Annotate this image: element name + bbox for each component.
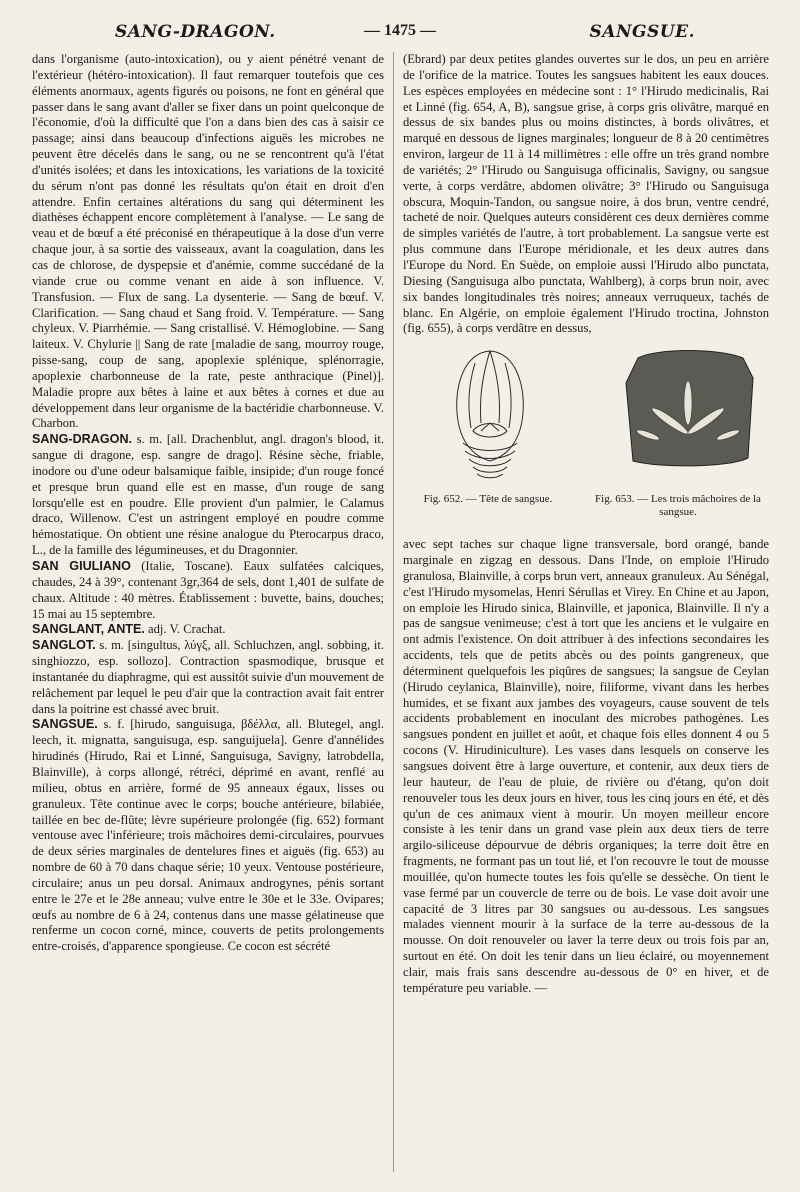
- headword: SANGSUE.: [32, 717, 98, 732]
- column-divider: [393, 52, 394, 1172]
- definition: s. m. [all. Drachenblut, angl. dragon's blood, it. sangue di dragone, esp. sangre de drago]. Résine sèche, friable, inodore ou d'une odeur balsamique faible, insipide; d'un rouge foncé et presque brun quand elle est en masse, d'un rouge de sang lorsqu'elle est en poudre. Elle provient d'un palmier, le Calamus draco, Willenow. C'est un astringent employé en poudre comme hémostatique. On obtient une résine analogue du Pterocarpus draco, L., de la famille des légumineuses, et du Dragonnier.: [32, 432, 384, 558]
- headword: SAN GIULIANO: [32, 559, 131, 573]
- leech-jaws-illustration: [618, 343, 758, 473]
- left-column: [32, 52, 384, 955]
- entry-sanglant: [32, 622, 384, 638]
- headword: SANGLOT.: [32, 638, 96, 653]
- entry-sangsue-continuation-2: avec sept taches sur chaque ligne transversale, bord orangé, bande marginale en zigzag en dessous. Dans l'Inde, on emploie l'Hirudo granulosa, Blainville, à corps brun vert, anneaux granuleux. Au Sénégal, c'est l'Hirudo mysomelas, Henri Sérullas et Virey. En Chine et au Japon, on emploie les Hirudo sinica, Blainville, et japonica, Blainville. Il n'y a pas de sangsue venimeuse; c'est à tort que les anciens et le vulgaire en ont admis l'existence. On doit attribuer à des infections secondaires les accidents, tels que de petits abcès ou des points gangreneux, que déterminent quelquefois les piqûres de sangsues; la sangsue de Ceylan (Hirudo ceylanica, Blainville), noire, filiforme, vivant dans les herbes humides, et se fixant aux jambes des voyageurs, cause souvent de tels accidents probablement en inoculant des microbes pathogènes. Les sangsues pondent en juillet et août, et chaque fois elles donnent 4 ou 5 cocons (V. Hirudiniculture). Les vases dans lesquels on conserve les sangsues doivent être à large ouverture, et contenir, aux deux tiers de leur hauteur, de l'eau de pluie, de rivière ou d'étang, qu'on doit renouveler tous les deux jours en hiver, tous les cinq jours en été, et dès qu'un de ces animaux vient à mourir. Un moyen meilleur encore consiste à les tenir dans un grand vase plein aux deux tiers de terre argilo-siliceuse dépourvue de débris organiques; la terre doit être en fragments, ne formant pas un tout lié, et l'on recouvre le tout de mousse mouillée, qu'on humecte toutes les fois qu'elle se dessèche. On tient le vase fermé par un couvercle de terre ou de bois. Le vase doit avoir une capacité de 3 litres par 30 sangsues ou au-dessous. Les sangsues malades viennent mourir à la surface de la terre au-dessous de la mousse. On doit renouveler ou laver la terre deux ou trois fois par an, surtout en été. On doit les tenir dans un lieu éclairé, ou moyennement clair, mais frais sans descendre au-dessous de 0° en hiver, et de température peu variable. —: [403, 537, 769, 995]
- definition: (Italie, Toscane). Eaux sulfatées calciques, chaudes, 24 à 39°, contenant 3gr,364 de sels, dont 1,401 de sulfate de chaux. Altitude : 40 mètres. Établissement : buvette, bains, douches; 15 mai au 15 septembre.: [32, 559, 385, 621]
- headword: SANGLANT, ANTE.: [32, 622, 145, 637]
- running-head-left: SANG-DRAGON.: [115, 22, 276, 42]
- leech-head-illustration: [435, 343, 545, 488]
- headword: SANG-DRAGON.: [32, 432, 133, 447]
- page-header: [30, 18, 770, 48]
- right-column: [403, 52, 769, 997]
- entry-sangsue: [32, 717, 384, 955]
- entry-sangsue-continuation: (Ebrard) par deux petites glandes ouvertes sur le dos, un peu en arrière de l'orifice de la matrice. Toutes les sangsues habitent les eaux douces. Les espèces employées en médecine sont : 1° l'Hirudo medicinalis, Rai et Linné (fig. 654, A, B), sangsue grise, à corps gris olivâtre, marqué en dessus de six bandes plus ou moins distinctes, à bords olivâtres, et marqué en dessous de lignes marginales; longueur de 8 à 20 centimètres environ, largeur de 11 à 14 millimètres : elle offre un très grand nombre de variétés; 2° l'Hirudo ou Sanguisuga officinalis, Savigny, ou sangsue verte, à corps verdâtre, abdomen olivâtre; 3° l'Hirudo ou Sanguisuga obscura, Moquin-Tandon, ou sangsue noire, à dos brun, ventre cendré, tacheté de noir. Quelques auteurs considèrent ces deux dernières comme de simples variétés de l'autre, à tort probablement. La sangsue verte est plus commune dans l'Europe méridionale, et les deux autres dans l'Europe du Nord. En Suède, on emploie aussi l'Hirudo albo punctata, Diesing (Sanguisuga albo punctata, Wahlberg), à corps brun noir, avec six bandes longitudinales très noires; anneaux verruqueux, tachés de blanc. En Algérie, on emploie également l'Hirudo troctina, Johnston (fig. 655), à corps verdâtre en dessus,: [403, 52, 769, 336]
- definition: s. m. [singultus, λύγξ, all. Schluchzen, angl. sobbing, it. singhiozzo, esp. sollozo]. Contraction spasmodique, brusque et instantanée du diaphragme, qui est aussitôt suivie d'un mouvement de relâchement par lequel le peu d'air que la contraction avait fait entrer dans la poitrine est chassé avec bruit.: [32, 638, 384, 716]
- entry-san-giuliano: [32, 559, 384, 622]
- figure-653-caption: Fig. 653. — Les trois mâchoires de la sangsue.: [595, 493, 761, 519]
- entry-sang-continuation: dans l'organisme (auto-intoxication), ou y aient pénétré venant de l'extérieur (hétéro-intoxication). Il faut remarquer toutefois que ces éléments anormaux, agents figurés ou poisons, ne font en général que passer dans le sang avant d'aller se fixer dans un point quelconque de l'économie, d'où la difficulté que l'on a dans bien des cas à saisir ce passage; ainsi dans beaucoup d'infections aiguës les microbes ne peuvent être décelés dans le sang, ou ne se rencontrent qu'à l'état d'unités isolées; et dans les intoxications, les variations de la toxicité du sérum n'ont pas donné les résultats qu'on était en droit d'en attendre. Enfin certaines altérations du sang qui déterminent les diathèses échappent encore complètement à l'analyse. — Le sang de veau et de bœuf a été préconisé en thérapeutique à la dose d'un verre chaque jour, à sa sortie des vaisseaux, avant la coagulation, dans les cas de chlorose, de dyspepsie et d'anémie, comme succédané de la viande crue ou comme venant en aide à son influence. V. Transfusion. — Flux de sang. La dysenterie. — Sang de bœuf. V. Clarification. — Sang chaud et Sang froid. V. Température. — Sang chyleux. V. Piarrhémie. — Sang cristallisé. V. Hémoglobine. — Sang laiteux. V. Chylurie || Sang de rate [maladie de sang, mourroy rouge, pisse-sang, coup de sang, apoplexie splénique, splénorragie, apoplexie charbonneuse de la rate, peste anthracique (Pinel)]. Maladie propre aux bêtes à laine et aux bêtes à cornes et due au développement dans leur organisme de la bactéridie charbonneuse. V. Charbon.: [32, 52, 384, 431]
- running-head-right: SANGSUE.: [589, 22, 695, 42]
- figure-652-caption: Fig. 652. — Tête de sangsue.: [423, 493, 553, 506]
- figures-block: [403, 343, 769, 533]
- entry-sanglot: [32, 638, 384, 717]
- definition: s. f. [hirudo, sanguisuga, βδέλλα, all. Blutegel, angl. leech, it. mignatta, sanguisuga, esp. sanguijuela]. Genre d'annélides hirudinés (Hirudo, Rai et Linné, Sanguisuga, Savigny, latrobdella, Blainville), à corps allongé, rétréci, déprimé en avant, renflé au milieu, obtus en arrière, formé de 95 anneaux égaux, lisses ou granuleux. Tête continue avec le corps; bouche antérieure, bilabiée, taillée en bec de-flûte; lèvre supérieure prolongée (fig. 652) formant ventouse avec l'inférieure; trois mâchoires demi-circulaires, pourvues de deux séries marginales de dentelures fines et aiguës (fig. 653) au nombre de 60 à 70 dans chaque série; 10 yeux. Ventouse postérieure, circulaire; anus un peu dorsal. Animaux androgynes, pénis sortant entre le 27e et le 28e anneau; vulve entre le 30e et le 33e. Ovipares; œufs au nombre de 6 à 24, contenus dans une masse gélatineuse que renferme un cocon corné, mince, couverts de petits prolongements entre-croisés, d'apparence spongieuse. Ce cocon est sécrété: [32, 717, 384, 954]
- page-number: — 1475 —: [364, 22, 436, 39]
- definition: adj. V. Crachat.: [148, 622, 226, 637]
- entry-sang-dragon: [32, 432, 384, 559]
